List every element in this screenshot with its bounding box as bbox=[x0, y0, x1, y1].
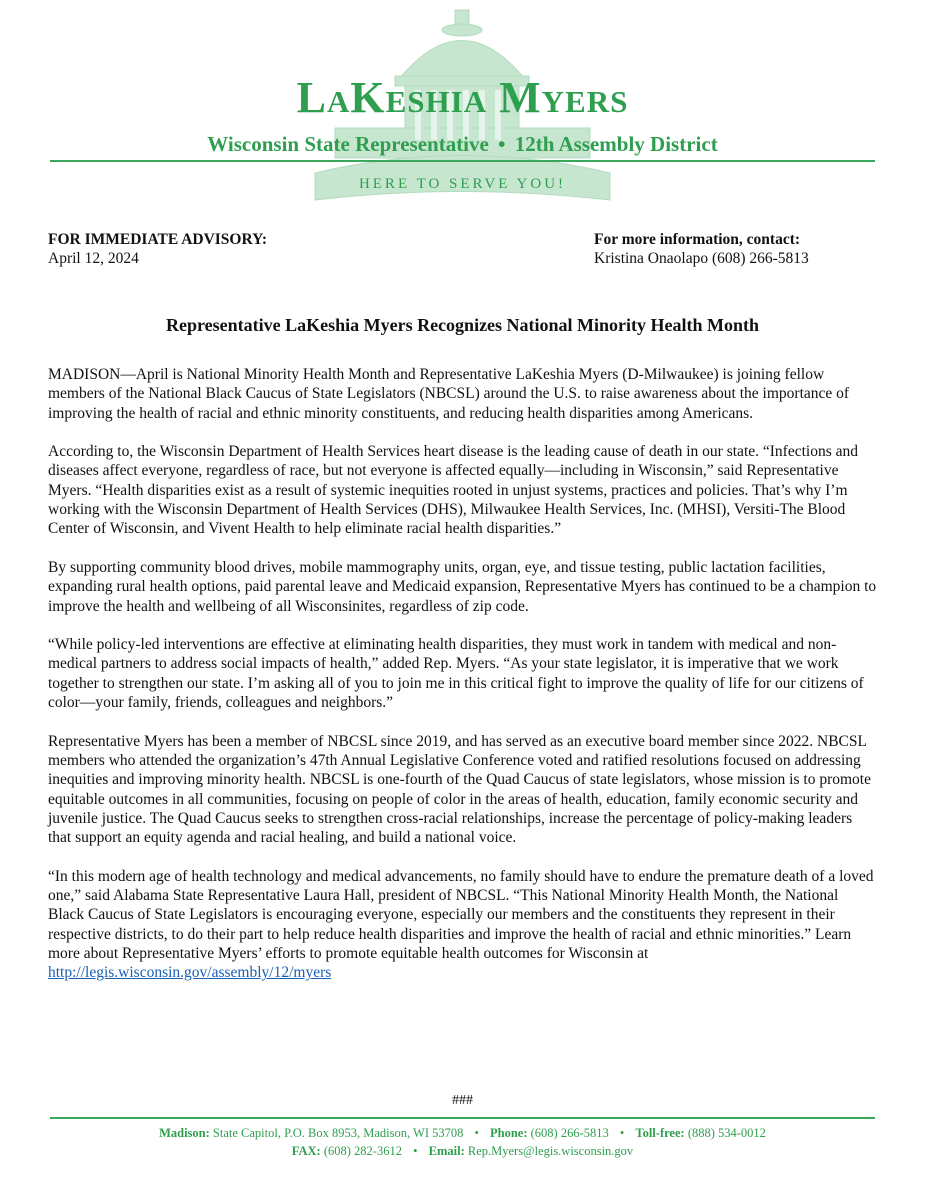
press-release-body bbox=[48, 365, 878, 983]
contact-block bbox=[594, 230, 809, 268]
release-date: April 12, 2024 bbox=[48, 250, 139, 267]
footer-line-2 bbox=[0, 1144, 925, 1159]
paragraph: By supporting community blood drives, mobile mammography units, organ, eye, and tissue testing, public lactation facilities, expanding rural health options, paid parental leave and Medicaid expansion, Representative Myers has continued to be a champion to improve the health and wellbeing of all Wisconsinites, regardless of zip code. bbox=[48, 558, 877, 615]
tollfree-number: (888) 534-0012 bbox=[687, 1126, 766, 1140]
contact-info: Kristina Onaolapo (608) 266-5813 bbox=[594, 250, 809, 267]
district-text: 12th Assembly District bbox=[514, 132, 718, 156]
tollfree-label: Toll-free: bbox=[635, 1126, 685, 1140]
footer-bullet: • bbox=[413, 1144, 418, 1158]
footer-line-1 bbox=[0, 1126, 925, 1141]
footer-bullet: • bbox=[619, 1126, 625, 1140]
paragraph: “While policy-led interventions are effective at eliminating health disparities, they must work in tandem with medical and non-medical partners to address social impacts of health,” added Rep. Myers. “As your state legislator, it is imperative that we work together to strengthen our state. I’m asking all of you to join me in this critical fight to improve the quality of life for our citizens of color—your family, friends, colleagues and neighbors.” bbox=[48, 636, 864, 712]
madison-address: State Capitol, P.O. Box 8953, Madison, WI 53708 bbox=[212, 1126, 464, 1140]
letterhead-subtitle bbox=[0, 132, 925, 157]
footer-bullet: • bbox=[474, 1126, 479, 1140]
fax-label: FAX: bbox=[291, 1144, 321, 1158]
madison-label: Madison: bbox=[159, 1126, 210, 1140]
email-address[interactable]: Rep.Myers@legis.wisconsin.gov bbox=[467, 1144, 634, 1158]
advisory-label: FOR IMMEDIATE ADVISORY: bbox=[48, 231, 268, 248]
email-label: Email: bbox=[428, 1144, 465, 1158]
title-text: Wisconsin State Representative bbox=[207, 132, 489, 156]
representative-name: LaKeshia Myers bbox=[296, 73, 629, 122]
fax-number: (608) 282-3612 bbox=[323, 1144, 402, 1158]
advisory-block bbox=[48, 230, 267, 268]
paragraph: MADISON—April is National Minority Health Month and Representative LaKeshia Myers (D-Milwaukee) is joining fellow members of the National Black Caucus of State Legislators (NBCSL) around the U.S. to raise awareness about the importance of improving the health of racial and ethnic minority constituents, and reducing health disparities among Americans. bbox=[48, 366, 850, 422]
website-link[interactable]: http://legis.wisconsin.gov/assembly/12/myers bbox=[48, 964, 332, 982]
phone-label: Phone: bbox=[490, 1126, 528, 1140]
phone-number: (608) 266-5813 bbox=[530, 1126, 609, 1140]
end-mark: ### bbox=[452, 1093, 473, 1108]
paragraph: According to, the Wisconsin Department of Health Services heart disease is the leading cause of death in our state. “Infections and diseases affect everyone, regardless of race, but not everyone is affected equally—including in Wisconsin,” said Representative Myers. “Health disparities exist as a result of systemic inequities rooted in unjust systems, practices and policies. That’s why I’m working with the Wisconsin Department of Health Services (DHS), Milwaukee Health Services, Inc. (MHSI), Versiti-The Blood Center of Wisconsin, and Vivent Health to help eliminate racial health disparities.” bbox=[48, 443, 858, 538]
header-divider bbox=[50, 160, 875, 162]
paragraph-final bbox=[48, 867, 878, 983]
headline: Representative LaKeshia Myers Recognizes National Minority Health Month bbox=[165, 315, 760, 335]
letterhead bbox=[0, 0, 925, 215]
subtitle-bullet: • bbox=[498, 132, 506, 156]
footer-divider bbox=[50, 1117, 875, 1119]
final-paragraph-text: “In this modern age of health technology and medical advancements, no family should have to endure the premature death of a loved one,” said Alabama State Representative Laura Hall, president of NBCSL. “This National Minority Health Month, the National Black Caucus of State Legislators is encouraging everyone, especially our members and the constituents they represent in their respective districts, to do their part to help reduce health disparities and improve the health of racial and ethnic minorities.” Learn more about Representative Myers’ efforts to promote equitable health outcomes for Wisconsin at bbox=[48, 867, 874, 962]
tagline: HERE TO SERVE YOU! bbox=[358, 176, 567, 192]
paragraph: Representative Myers has been a member of NBCSL since 2019, and has served as an executive board member since 2022. NBCSL members who attended the organization’s 47th Annual Legislative Conference voted and ratified resolutions focused on addressing inequities and improving minority health. NBCSL is one-fourth of the Quad Caucus of state legislators, whose mission is to promote equitable outcomes in all communities, focusing on people of color in the areas of health, education, family economic security and juvenile justice. The Quad Caucus seeks to strengthen cross-racial relationships, increase the percentage of policy-making leaders that support an equity agenda and racial healing, and build a national voice. bbox=[48, 732, 871, 847]
contact-label: For more information, contact: bbox=[594, 231, 801, 248]
